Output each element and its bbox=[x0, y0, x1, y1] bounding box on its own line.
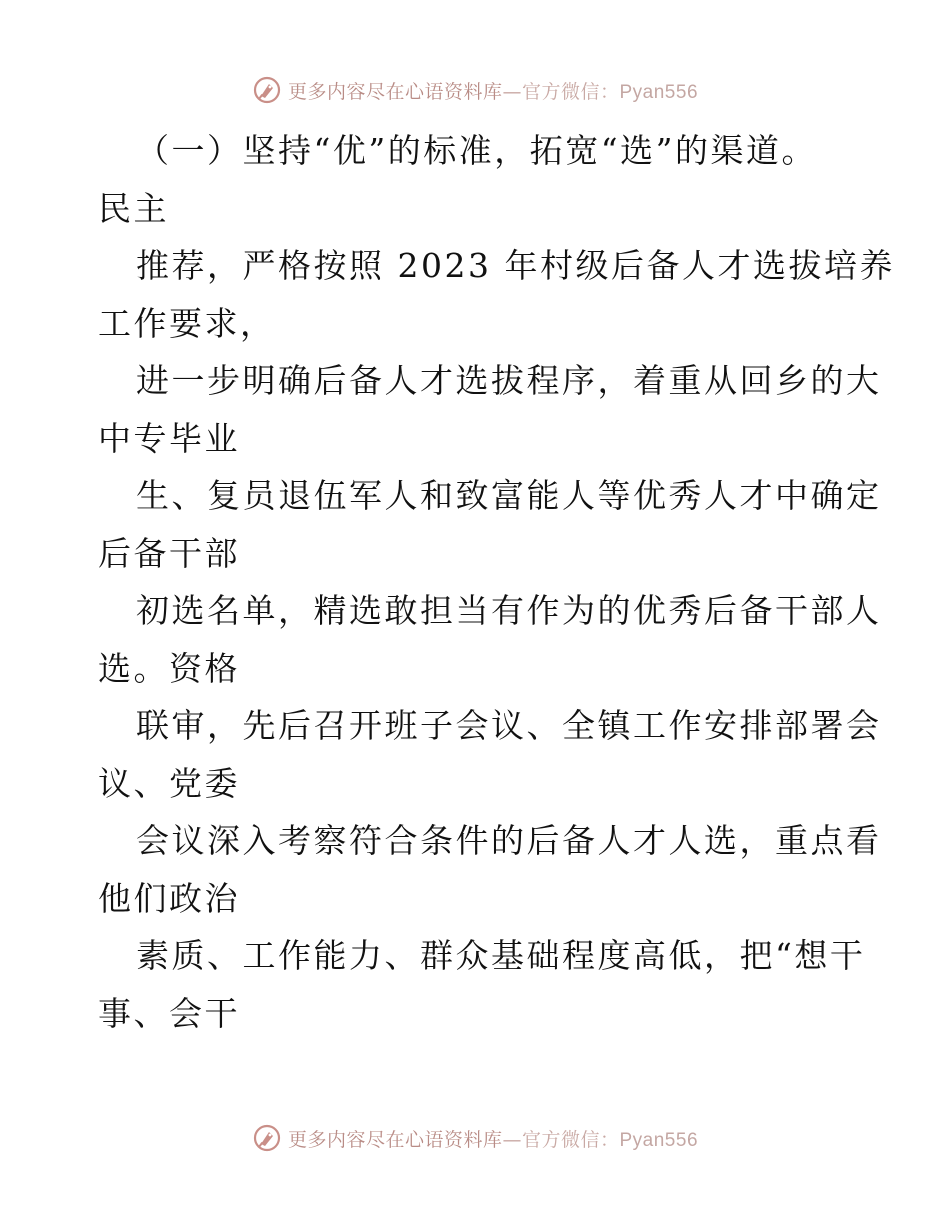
watermark-wechat-label: 官方微信： bbox=[521, 1128, 620, 1151]
text-line: 初选名单，精选敢担当有作为的优秀后备干部人 bbox=[136, 591, 882, 630]
watermark-wechat-label: 官方微信： bbox=[521, 80, 620, 103]
watermark-dash: — bbox=[502, 80, 522, 103]
watermark-wechat-id: Pyan556 bbox=[619, 1129, 699, 1151]
text-line: 他们政治 bbox=[98, 878, 240, 918]
watermark-text bbox=[288, 77, 698, 104]
footer-watermark bbox=[0, 1118, 950, 1158]
watermark-dash: — bbox=[502, 1128, 522, 1151]
text-line: （一）坚持“优”的标准，拓宽“选”的渠道。 bbox=[136, 131, 817, 170]
watermark-site-text: 更多内容尽在心语资料库 bbox=[287, 1128, 503, 1151]
watermark-text bbox=[288, 1125, 698, 1152]
pen-nib-logo-icon bbox=[252, 1123, 282, 1153]
document-body bbox=[98, 122, 895, 1042]
text-line: 事、会干 bbox=[98, 993, 240, 1033]
text-line: 选。资格 bbox=[98, 648, 240, 688]
text-line: 推荐，严格按照 2023 年村级后备人才选拔培养 bbox=[136, 246, 895, 285]
watermark-site-text: 更多内容尽在心语资料库 bbox=[287, 80, 503, 103]
text-line: 民主 bbox=[98, 188, 169, 228]
pen-nib-logo-icon bbox=[252, 75, 282, 105]
text-line: 后备干部 bbox=[98, 533, 240, 573]
text-line: 联审，先后召开班子会议、全镇工作安排部署会 bbox=[136, 706, 882, 745]
text-line: 工作要求， bbox=[98, 303, 276, 343]
watermark-wechat-id: Pyan556 bbox=[619, 81, 699, 103]
text-line: 会议深入考察符合条件的后备人才人选，重点看 bbox=[136, 821, 882, 860]
text-line: 中专毕业 bbox=[98, 418, 240, 458]
header-watermark bbox=[0, 70, 950, 110]
text-line: 议、党委 bbox=[98, 763, 240, 803]
text-line: 生、复员退伍军人和致富能人等优秀人才中确定 bbox=[136, 476, 882, 515]
text-line: 进一步明确后备人才选拔程序，着重从回乡的大 bbox=[136, 361, 882, 400]
text-line: 素质、工作能力、群众基础程度高低，把“想干 bbox=[136, 936, 866, 975]
